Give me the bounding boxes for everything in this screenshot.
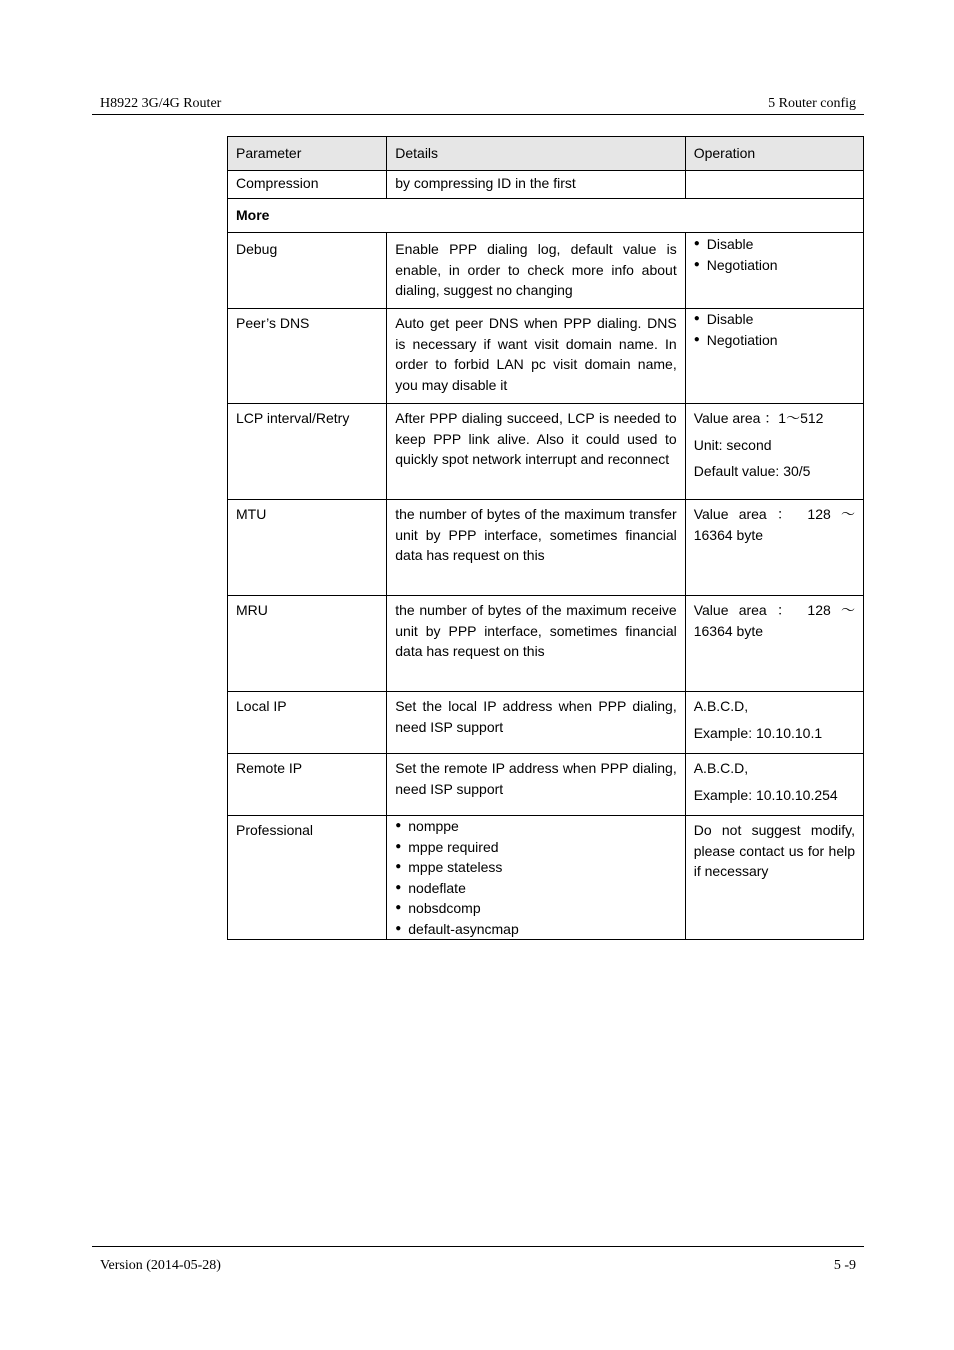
section-title: More	[228, 199, 864, 233]
list-item: ● mppe required	[395, 837, 676, 858]
address-format: A.B.C.D,	[693, 698, 749, 714]
operation-cell	[685, 309, 863, 404]
header-details: Details	[387, 137, 685, 171]
table-row	[228, 233, 864, 309]
header-parameter: Parameter	[228, 137, 387, 171]
address-example: Example: 10.10.10.1	[693, 724, 823, 741]
address-example: Example: 10.10.10.254	[693, 786, 838, 803]
list-item: ● Negotiation	[694, 255, 855, 276]
footer-version: Version (2014-05-28)	[100, 1258, 221, 1273]
operation-cell: Value area ： 128 ～ 16364 byte	[685, 500, 863, 596]
table-row	[228, 816, 864, 940]
param-cell: Peer’s DNS	[228, 309, 387, 404]
details-cell: Enable PPP dialing log, default value is enable, in order to check more info about dialing, suggest no changing	[387, 233, 685, 309]
page-header	[92, 96, 864, 115]
list-item: ● Disable	[694, 234, 855, 255]
operation-cell	[685, 233, 863, 309]
details-cell: the number of bytes of the maximum receive unit by PPP interface, sometimes financial data has request on this	[387, 596, 685, 692]
table-header-row	[228, 137, 864, 171]
list-item: ● nodeflate	[395, 878, 676, 899]
details-cell: Auto get peer DNS when PPP dialing. DNS is necessary if want visit domain name. In order to forbid LAN pc visit domain name, you may disable it	[387, 309, 685, 404]
table-row	[228, 754, 864, 816]
details-cell: Set the remote IP address when PPP dialing, need ISP support	[387, 754, 685, 816]
param-cell: Remote IP	[228, 754, 387, 816]
list-item: ● default-asyncmap	[395, 919, 676, 940]
list-item: ● nobsdcomp	[395, 898, 676, 919]
operation-cell	[685, 171, 863, 199]
operation-cell: Do not suggest modify, please contact us for help if necessary	[685, 816, 863, 940]
param-cell: Local IP	[228, 692, 387, 754]
operation-cell: Value area ： 128 ～ 16364 byte	[685, 596, 863, 692]
param-cell: Compression	[228, 171, 387, 199]
table-row	[228, 596, 864, 692]
operation-cell	[685, 754, 863, 816]
list-item: ● mppe stateless	[395, 857, 676, 878]
value-area: Value area ：1～512	[693, 410, 824, 426]
operation-cell	[685, 404, 863, 500]
param-cell: Professional	[228, 816, 387, 940]
table-row	[228, 404, 864, 500]
default-value: Default value: 30/5	[693, 463, 811, 479]
table-row	[228, 171, 864, 199]
parameter-table	[227, 136, 864, 940]
page-number: 5 -9	[833, 1258, 856, 1273]
table-row	[228, 309, 864, 404]
param-cell: LCP interval/Retry	[228, 404, 387, 500]
details-cell: After PPP dialing succeed, LCP is needed to keep PPP link alive. Also it could used to quickly spot network interrupt and reconnect	[387, 404, 685, 500]
header-section: 5 Router config	[768, 96, 856, 111]
list-item: ● Negotiation	[694, 330, 855, 351]
details-cell: by compressing ID in the first	[387, 171, 685, 199]
details-cell	[387, 816, 685, 940]
operation-cell	[685, 692, 863, 754]
section-row	[228, 199, 864, 233]
header-title: H8922 3G/4G Router	[100, 96, 222, 111]
details-cell: Set the local IP address when PPP dialing, need ISP support	[387, 692, 685, 754]
details-cell: the number of bytes of the maximum transfer unit by PPP interface, sometimes financial data has request on this	[387, 500, 685, 596]
param-cell: MRU	[228, 596, 387, 692]
page-footer	[92, 1246, 864, 1287]
address-format: A.B.C.D,	[693, 760, 749, 776]
unit: Unit: second	[693, 436, 772, 453]
table-row	[228, 692, 864, 754]
table-row	[228, 500, 864, 596]
header-operation: Operation	[685, 137, 863, 171]
param-cell: Debug	[228, 233, 387, 309]
list-item: ● nomppe	[395, 816, 676, 837]
param-cell: MTU	[228, 500, 387, 596]
list-item: ● Disable	[694, 309, 855, 330]
